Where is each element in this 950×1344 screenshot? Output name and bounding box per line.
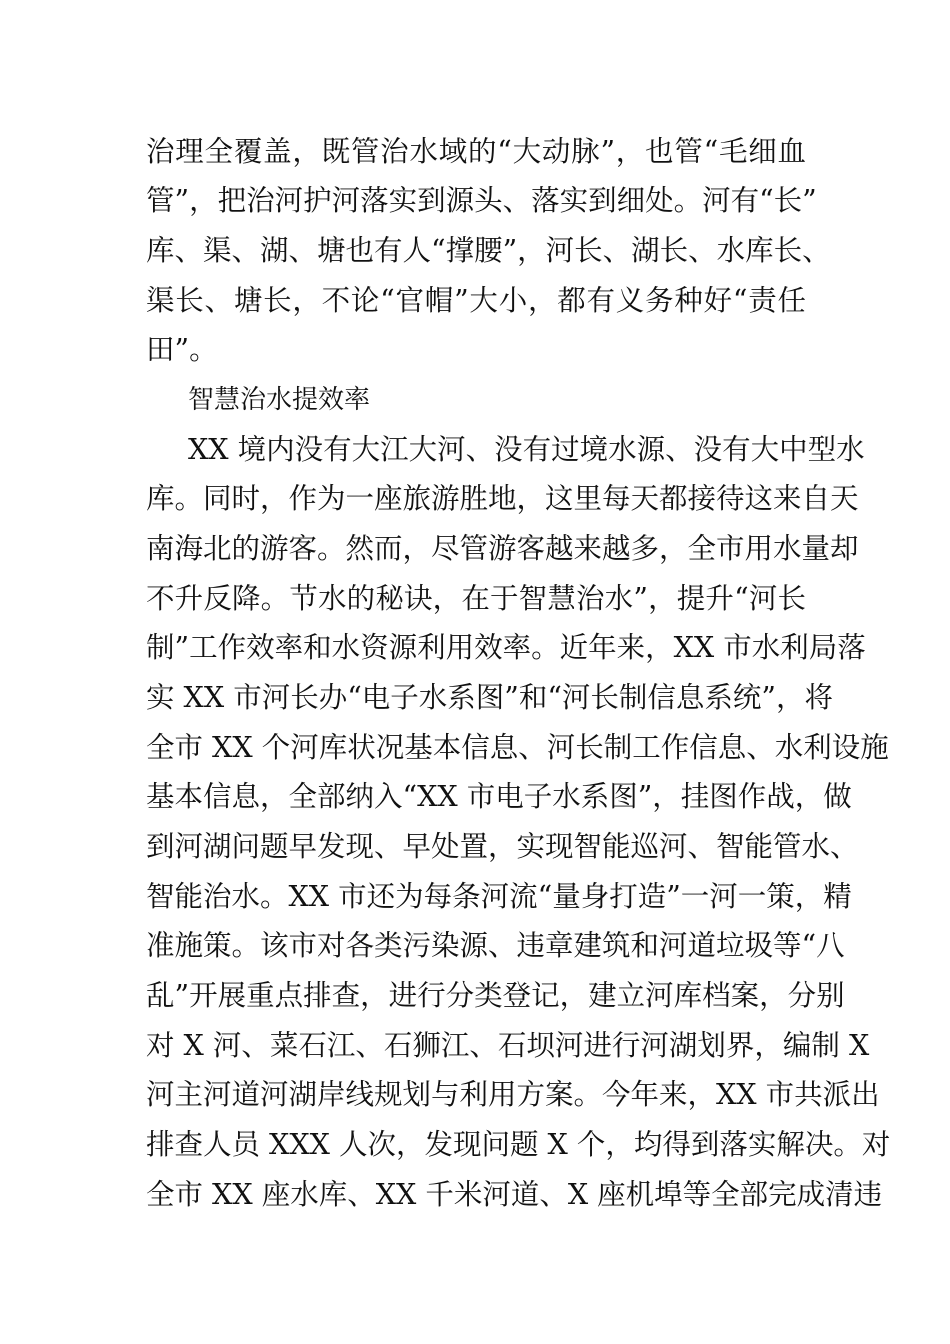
section-heading: 智慧治水提效率 xyxy=(188,385,371,415)
paragraph-line: 库、渠、湖、塘也有人“撑腰”，河长、湖长、水库长、 xyxy=(146,234,831,267)
paragraph-line: 基本信息，全部纳入“XX 市电子水系图”，挂图作战，做 xyxy=(146,780,852,813)
paragraph-line: 对 X 河、菜石江、石狮江、石坝河进行河湖划界，编制 X xyxy=(146,1029,870,1062)
paragraph-line: 准施策。该市对各类污染源、违章建筑和河道垃圾等“八 xyxy=(146,929,845,962)
paragraph-line: 乱”开展重点排查，进行分类登记，建立河库档案，分别 xyxy=(146,979,845,1012)
paragraph-line: 到河湖问题早发现、早处置，实现智能巡河、智能管水、 xyxy=(146,830,859,863)
paragraph-line: 治理全覆盖，既管治水域的“大动脉”，也管“毛细血 xyxy=(146,135,806,168)
paragraph-line: 制”工作效率和水资源利用效率。近年来，XX 市水利局落 xyxy=(146,631,866,664)
paragraph-line: 管”，把治河护河落实到源头、落实到细处。河有“长” xyxy=(146,184,817,217)
paragraph-line: 田”。 xyxy=(146,333,218,366)
paragraph-line: 全市 XX 个河库状况基本信息、河长制工作信息、水利设施 xyxy=(146,731,889,764)
paragraph-line: 库。同时，作为一座旅游胜地，这里每天都接待这来自天 xyxy=(146,482,859,515)
paragraph-line: 实 XX 市河长办“电子水系图”和“河长制信息系统”，将 xyxy=(146,681,833,714)
paragraph-line: 全市 XX 座水库、XX 千米河道、X 座机埠等全部完成清违 xyxy=(146,1178,883,1211)
paragraph-line: 渠长、塘长，不论“官帽”大小，都有义务种好“责任 xyxy=(146,284,806,317)
paragraph-line: 不升反降。节水的秘诀，在于智慧治水”，提升“河长 xyxy=(146,582,806,615)
paragraph-line: 排查人员 XXX 人次，发现问题 X 个，均得到落实解决。对 xyxy=(146,1128,891,1161)
paragraph-line: XX 境内没有大江大河、没有过境水源、没有大中型水 xyxy=(188,433,865,466)
paragraph-line: 南海北的游客。然而，尽管游客越来越多，全市用水量却 xyxy=(146,532,859,565)
paragraph-line: 河主河道河湖岸线规划与利用方案。今年来，XX 市共派出 xyxy=(146,1078,880,1111)
paragraph-line: 智能治水。XX 市还为每条河流“量身打造”一河一策，精 xyxy=(146,880,852,913)
